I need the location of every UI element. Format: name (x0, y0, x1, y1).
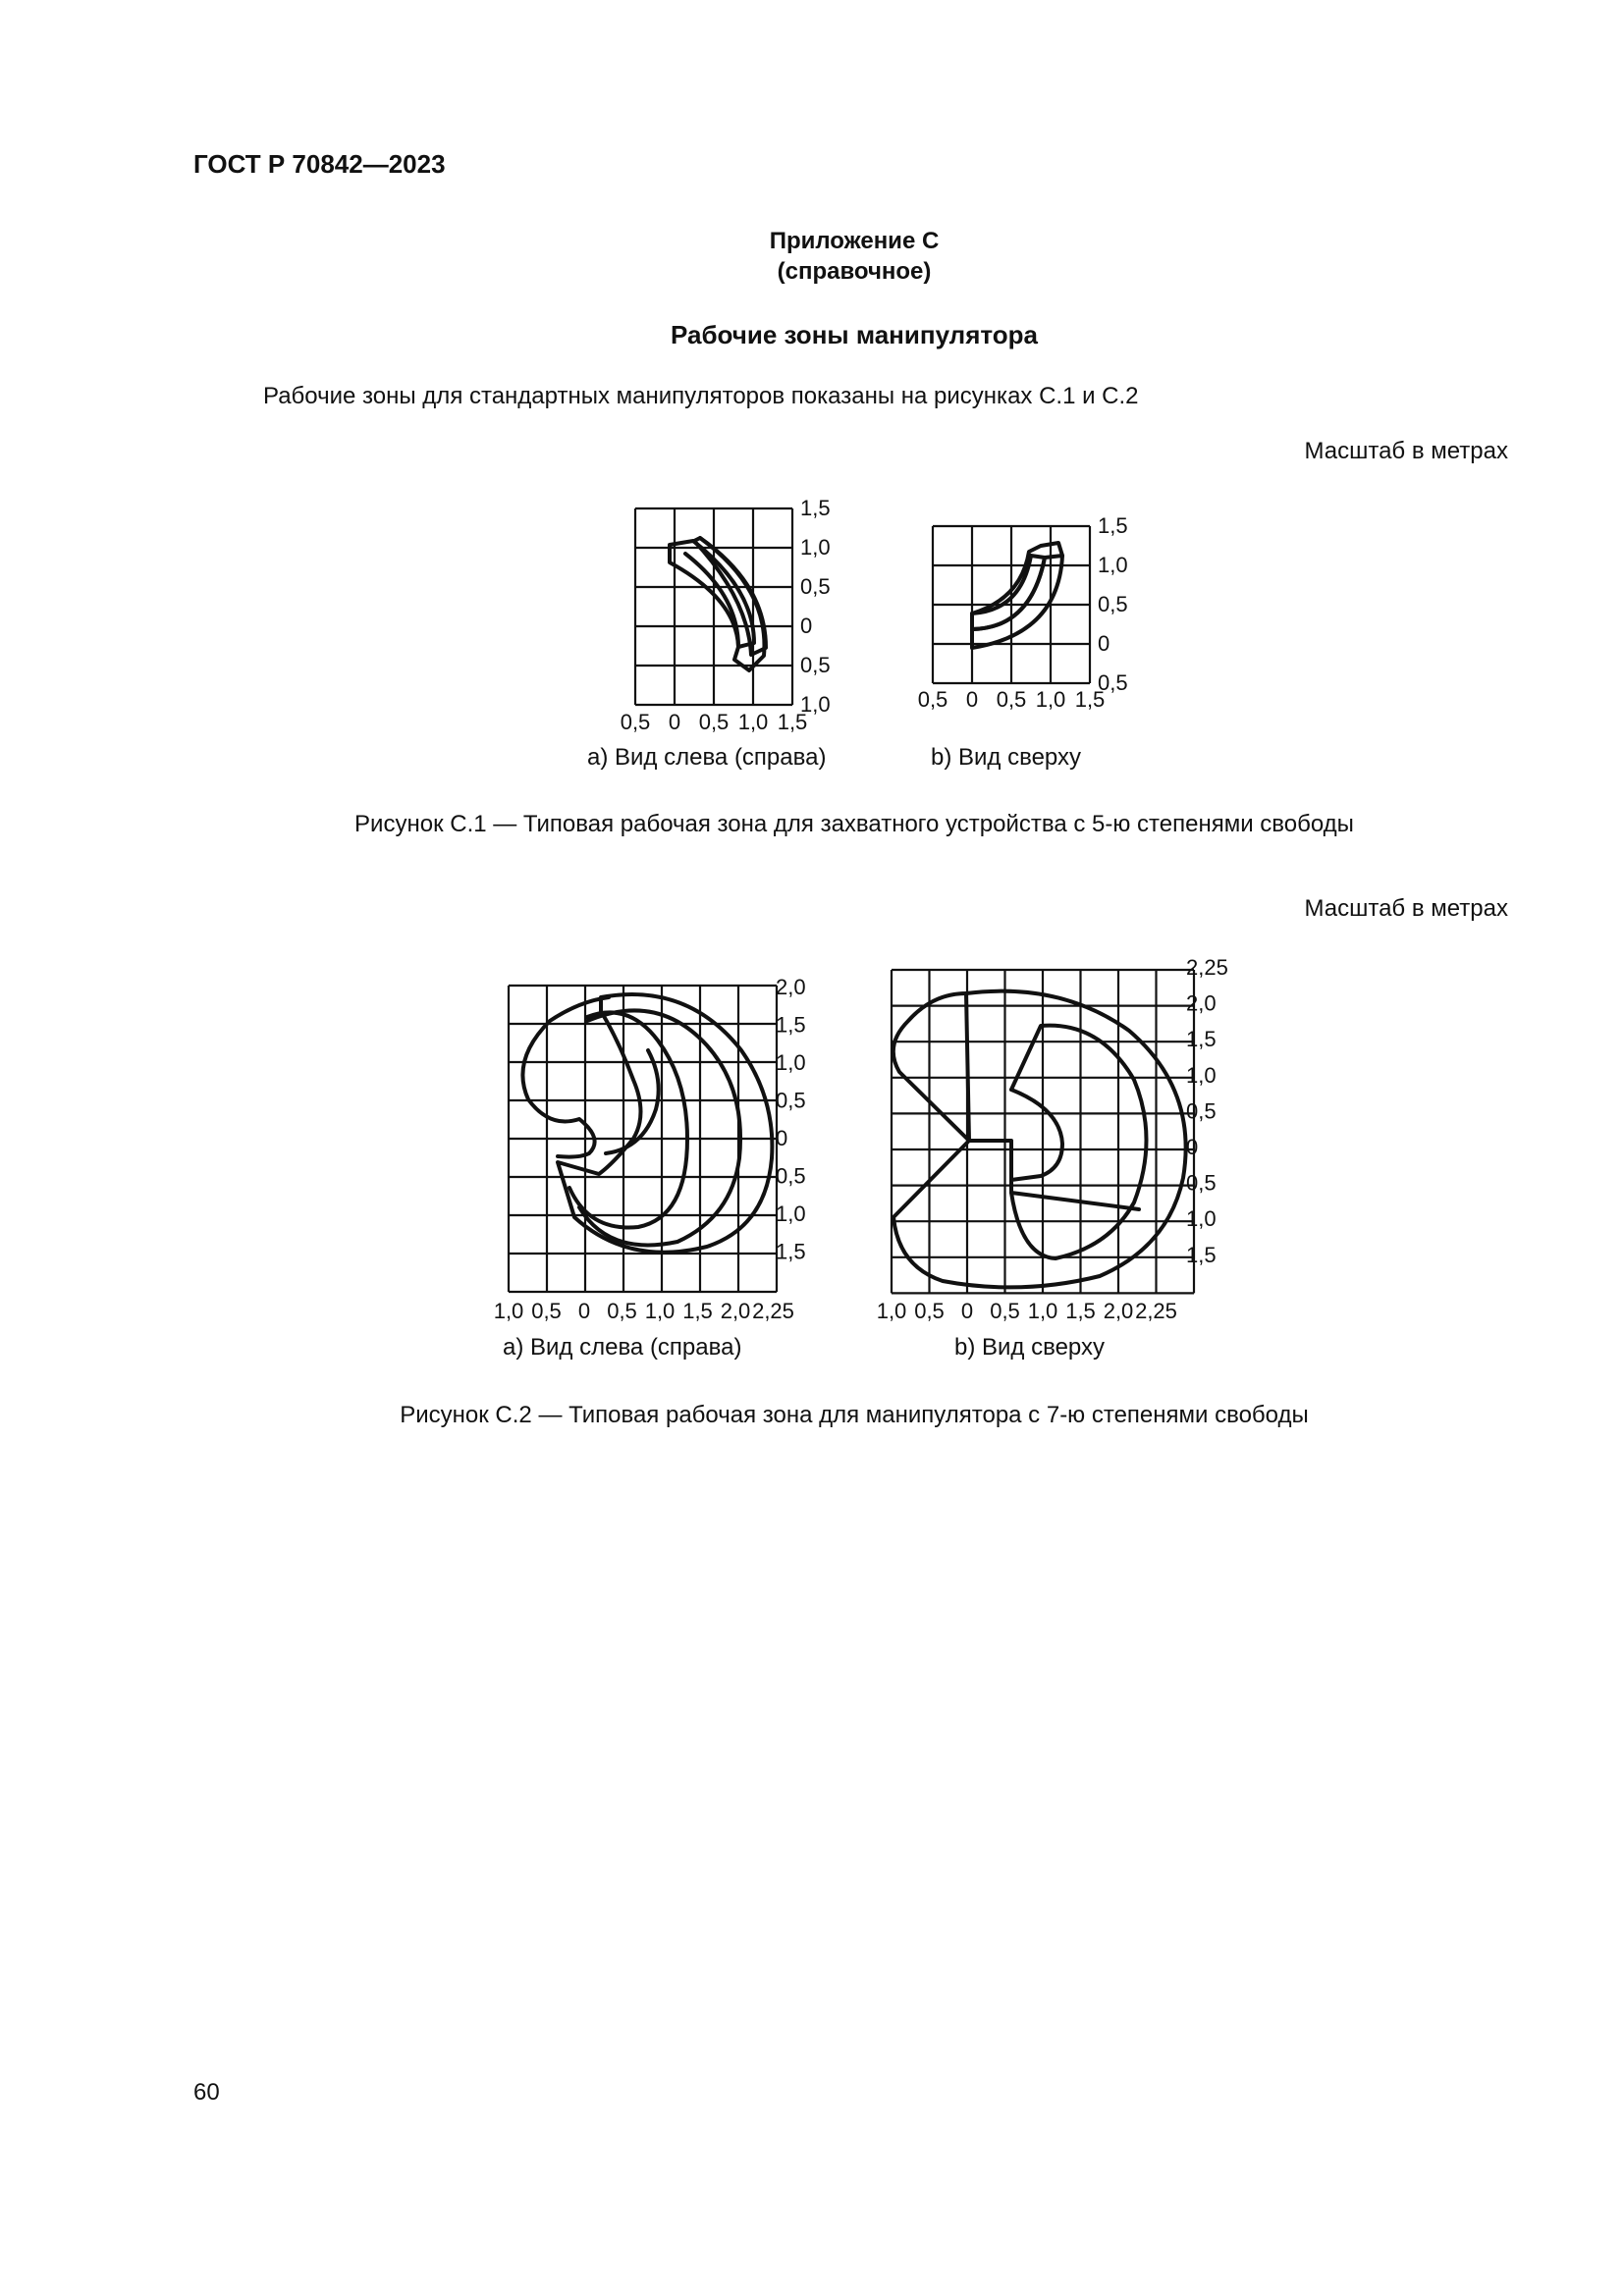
tick-label: 1,0 (493, 1299, 524, 1323)
figure2-panel-b-label: b) Вид сверху (954, 1334, 1105, 1361)
tick-label: 0,5 (914, 1299, 945, 1323)
tick-label: 1,0 (1186, 1062, 1217, 1088)
tick-label: 0,5 (607, 1299, 637, 1323)
figure1-panel-a-zone-outer (670, 541, 754, 647)
appendix-title: Приложение С (769, 228, 940, 254)
tick-label: 0 (776, 1126, 788, 1150)
figure1-panel-b-grid (933, 526, 1090, 683)
tick-label: 0,5 (917, 687, 948, 712)
figure2-panel-b-zone-middle (1011, 1026, 1147, 1258)
tick-label: 0 (1186, 1135, 1199, 1159)
tick-label: 2,25 (1135, 1299, 1177, 1323)
tick-label: 1,0 (1027, 1299, 1058, 1323)
tick-label: 1,0 (776, 1201, 806, 1226)
figure1-panel-a (621, 496, 831, 734)
tick-label: 2,0 (1186, 990, 1217, 1016)
tick-label: 1,0 (800, 535, 831, 560)
tick-label: 1,5 (800, 496, 831, 520)
tick-label: 0,5 (776, 1163, 806, 1189)
figure1-panel-b (918, 513, 1128, 712)
tick-label: 0,5 (776, 1088, 806, 1113)
tick-label: 1,5 (776, 1012, 806, 1038)
tick-label: 0,5 (1186, 1098, 1217, 1124)
tick-label: 0,5 (1098, 670, 1128, 695)
figure2-panel-b-zone-left (893, 993, 969, 1141)
tick-label: 0 (800, 614, 813, 638)
intro-paragraph: Рабочие зоны для стандартных манипуляторов показаны на рисунках С.1 и С.2 (263, 383, 1139, 409)
tick-label: 1,5 (1065, 1299, 1096, 1323)
figure2-panel-b-bottom-axis (877, 1299, 1177, 1323)
figure2-scale-note: Масштаб в метрах (1304, 895, 1508, 922)
tick-label: 1,0 (800, 692, 831, 717)
figure1-panel-b-zone-outer (972, 556, 1062, 648)
page-number: 60 (193, 2079, 220, 2106)
figure2-panel-b-zone-outer (893, 991, 1186, 1288)
tick-label: 2,25 (752, 1299, 794, 1323)
tick-label: 0,5 (1186, 1170, 1217, 1196)
tick-label: 1,0 (1098, 553, 1128, 577)
section-title: Рабочие зоны манипулятора (671, 320, 1038, 349)
figure1-panel-b-bottom-axis (918, 687, 1106, 712)
figure1-panel-b-right-axis (1098, 513, 1128, 695)
tick-label: 0,5 (996, 687, 1027, 712)
tick-label: 0,5 (531, 1299, 562, 1323)
tick-label: 1,5 (1186, 1027, 1217, 1052)
tick-label: 1,0 (876, 1299, 907, 1323)
figure2-caption: Рисунок С.2 — Типовая рабочая зона для манипулятора с 7-ю степенями свободы (400, 1402, 1309, 1428)
tick-label: 2,25 (1186, 955, 1228, 980)
tick-label: 1,0 (776, 1050, 806, 1075)
figure1-caption: Рисунок С.1 — Типовая рабочая зона для захватного устройства с 5-ю степенями свободы (354, 811, 1354, 837)
figure2-panel-a-right-axis (776, 975, 806, 1264)
tick-label: 1,5 (682, 1299, 713, 1323)
tick-label: 0 (668, 710, 681, 734)
figure2-panel-a-bottom-axis (494, 1299, 794, 1323)
tick-label: 1,0 (644, 1299, 676, 1323)
tick-label: 0 (1098, 631, 1110, 656)
document-header: ГОСТ Р 70842—2023 (193, 149, 446, 179)
figure1-panel-a-bottom-axis (621, 710, 808, 734)
tick-label: 0 (965, 687, 979, 712)
tick-label: 0 (960, 1299, 974, 1323)
tick-label: 2,0 (1103, 1299, 1134, 1323)
tick-label: 1,5 (1186, 1242, 1217, 1267)
tick-label: 1,5 (1098, 513, 1128, 538)
tick-label: 1,5 (776, 1239, 806, 1264)
tick-label: 2,0 (776, 975, 806, 999)
tick-label: 1,0 (737, 710, 769, 734)
figure2-panel-a-zone-body (522, 997, 609, 1157)
tick-label: 1,0 (1186, 1206, 1217, 1232)
tick-label: 0,5 (698, 710, 730, 734)
tick-label: 0,5 (620, 710, 651, 734)
figure2-panel-a-label: а) Вид слева (справа) (503, 1334, 742, 1361)
figure1-panel-a-grid (635, 508, 792, 705)
tick-label: 1,0 (1035, 687, 1066, 712)
figure2-panel-a-zone-inner (569, 1012, 687, 1227)
tick-label: 0,5 (1098, 592, 1128, 616)
tick-label: 2,0 (720, 1299, 751, 1323)
figure2-panel-a (494, 975, 806, 1323)
figure1-panel-a-right-axis (800, 496, 831, 717)
tick-label: 0,5 (800, 653, 831, 677)
figure1-scale-note: Масштаб в метрах (1304, 438, 1508, 464)
tick-label: 1,5 (1074, 687, 1106, 712)
tick-label: 1,5 (777, 710, 808, 734)
figure2-panel-b (877, 955, 1228, 1323)
figure1-panel-a-label: а) Вид слева (справа) (587, 744, 827, 771)
tick-label: 0 (577, 1299, 591, 1323)
figure1-panel-b-label: b) Вид сверху (931, 744, 1081, 771)
tick-label: 0,5 (800, 574, 831, 599)
appendix-subtitle: (справочное) (777, 258, 932, 285)
figure2-panel-b-right-axis (1186, 955, 1228, 1267)
tick-label: 0,5 (990, 1299, 1020, 1323)
